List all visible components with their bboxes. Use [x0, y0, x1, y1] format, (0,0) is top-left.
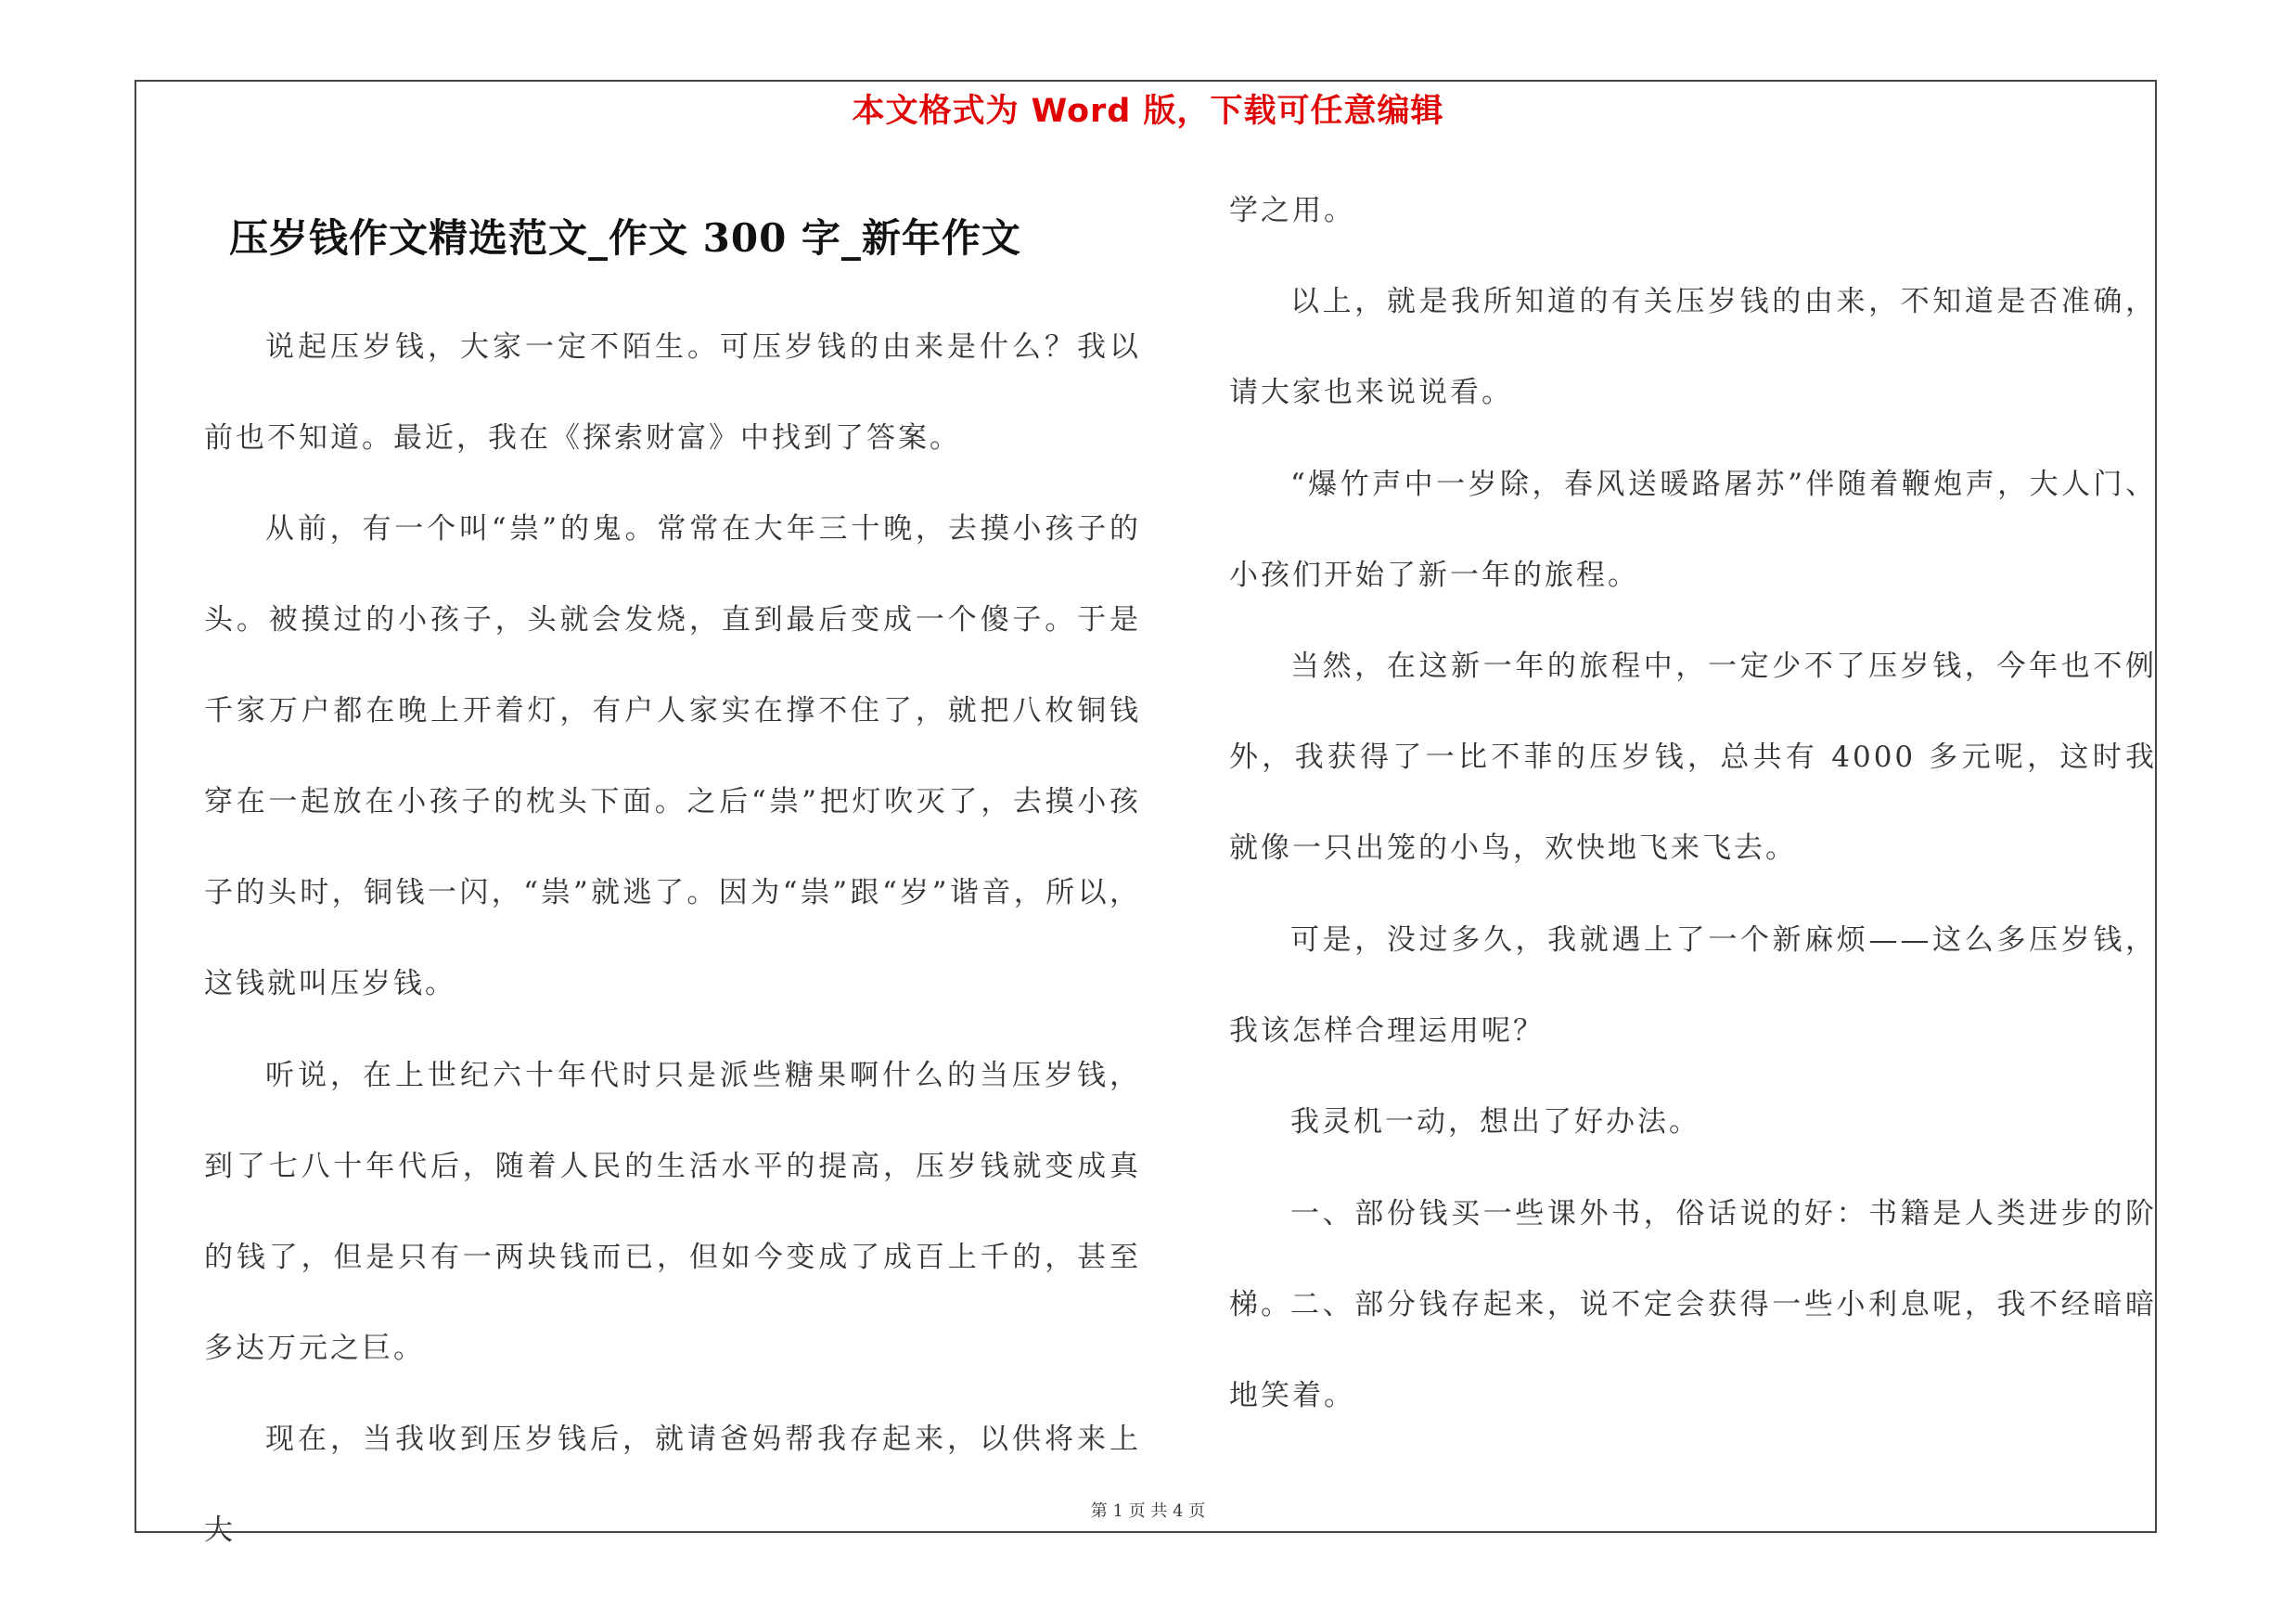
paragraph: 说起压岁钱，大家一定不陌生。可压岁钱的由来是什么？我以前也不知道。最近，我在《探索财富》中找到了答案。	[204, 330, 1141, 455]
document-title: 压岁钱作文精选范文_作文 300 字_新年作文	[229, 215, 1021, 261]
paragraph: 从前，有一个叫“祟”的鬼。常常在大年三十晚，去摸小孩子的头。被摸过的小孩子，头就会发烧，直到最后变成一个傻子。于是千家万户都在晚上开着灯，有户人家实在撑不住了，就把八枚铜钱穿在一起放在小孩子的枕头下面。之后“祟”把灯吹灭了，去摸小孩子的头时，铜钱一闪，“祟”就逃了。因为“祟”跟“岁”谐音，所以，这钱就叫压岁钱。	[204, 512, 1141, 1000]
page-number: 第 1 页 共 4 页	[1090, 1501, 1206, 1521]
paragraph: 一、部份钱买一些课外书，俗话说的好：书籍是人类进步的阶梯。	[1229, 1197, 2157, 1321]
paragraph: 现在，当我收到压岁钱后，就请爸妈帮我存起来，以供将来上大	[204, 1423, 1141, 1547]
paragraph: 我灵机一动，想出了好办法。	[1290, 1105, 1700, 1139]
paragraph: 以上，就是我所知道的有关压岁钱的由来，不知道是否准确，请大家也来说说看。	[1229, 285, 2157, 409]
paragraph: “爆竹声中一岁除，春风送暖路屠苏”伴随着鞭炮声，大人门、小孩们开始了新一年的旅程。	[1229, 468, 2157, 592]
paragraph: 二、部分钱存起来，说不定会获得一些小利息呢，我不经暗暗地笑着。	[1229, 1288, 2157, 1412]
word-format-banner: 本文格式为 Word 版，下载可任意编辑	[852, 93, 1444, 130]
paragraph: 听说，在上世纪六十年代时只是派些糖果啊什么的当压岁钱，到了七八十年代后，随着人民的生活水平的提高，压岁钱就变成真的钱了，但是只有一两块钱而已，但如今变成了成百上千的，甚至多达万元之巨。	[204, 1059, 1141, 1365]
paragraph: 当然，在这新一年的旅程中，一定少不了压岁钱，今年也不例外，我获得了一比不菲的压岁钱，总共有 4000 多元呢，这时我就像一只出笼的小鸟，欢快地飞来飞去。	[1229, 650, 2157, 865]
paragraph: 可是，没过多久，我就遇上了一个新麻烦——这么多压岁钱，我该怎样合理运用呢？	[1229, 923, 2157, 1048]
paragraph: 学之用。	[1229, 194, 1355, 227]
